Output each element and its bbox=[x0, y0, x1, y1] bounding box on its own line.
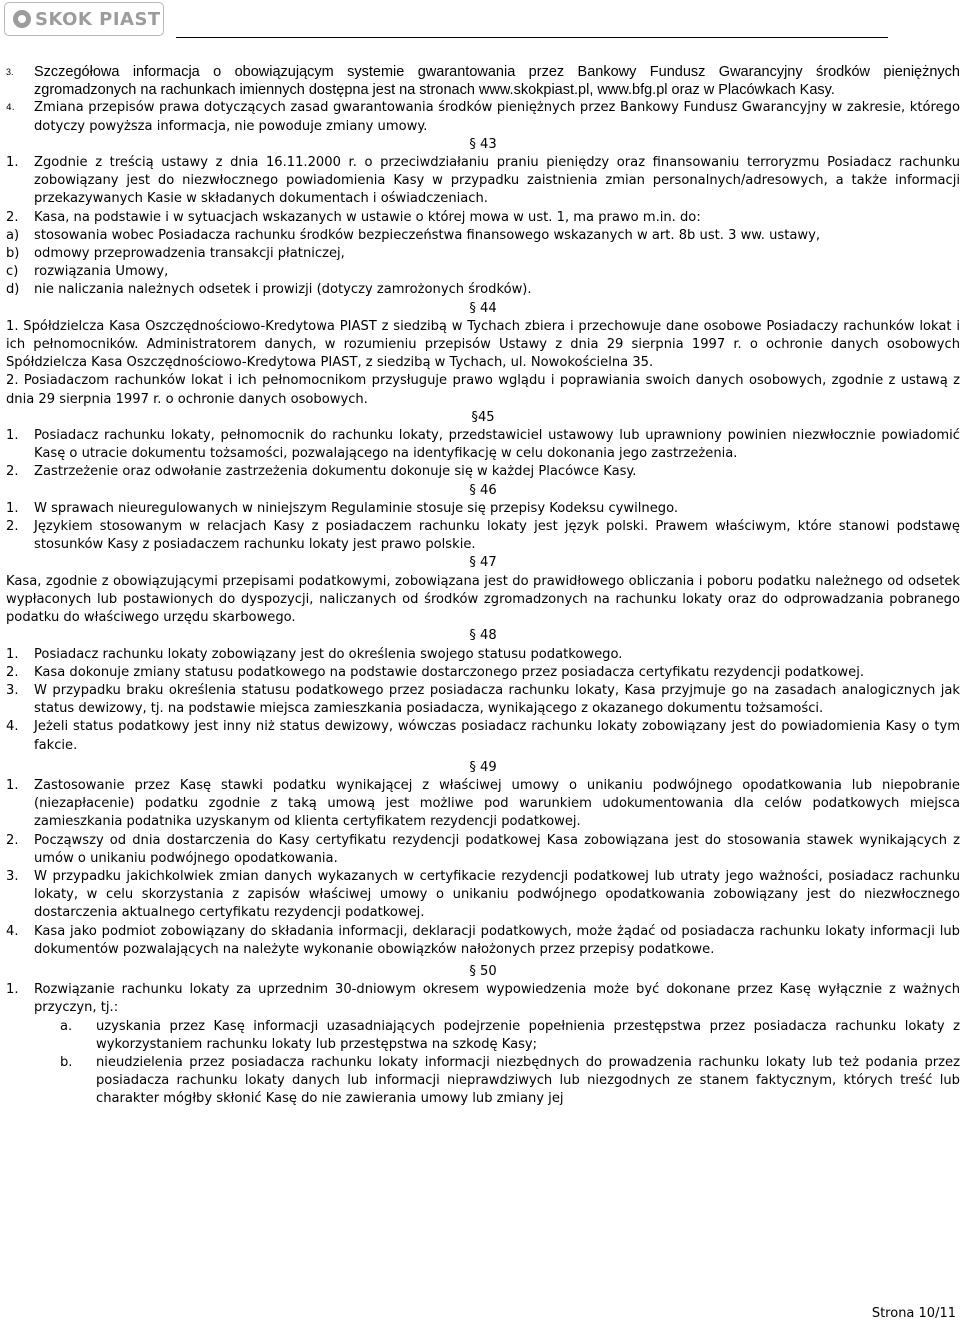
item-letter: b. bbox=[60, 1054, 73, 1070]
logo-text: SKOK PIAST bbox=[35, 8, 161, 30]
item-text: W przypadku braku określenia statusu podatkowego przez posiadacza rachunku lokaty, Kasa przyjmuje go na zasadach analogicznych jak status dewizowy, tj. na podstawie miejsca zamieszkania posiadacza, wynikającego z okazanego dokumentu tożsamości. bbox=[34, 682, 960, 717]
s43-item-d bbox=[6, 281, 960, 299]
item-number: 1. bbox=[6, 646, 19, 662]
item-number: 1. bbox=[6, 982, 19, 998]
s43-item-2 bbox=[6, 209, 960, 227]
s46-item-1 bbox=[6, 500, 960, 518]
item-letter: a. bbox=[60, 1018, 73, 1034]
section-45-title: §45 bbox=[471, 409, 495, 425]
s45-item-1 bbox=[6, 427, 960, 463]
item-number: 1. bbox=[6, 500, 19, 516]
item-text: Kasa, na podstawie i w sytuacjach wskazanych w ustawie o której mowa w ust. 1, ma prawo m.in. do: bbox=[34, 209, 701, 225]
item-text: Rozwiązanie rachunku lokaty za uprzednim 30-dniowym okresem wypowiedzenia może być dokonane przez Kasę wyłącznie z ważnych przyczyn, tj.: bbox=[34, 982, 960, 1016]
item-letter: a) bbox=[6, 227, 20, 243]
item-text: Kasa dokonuje zmiany statusu podatkowego na podstawie dostarczonego przez posiadacza certyfikatu rezydencji podatkowej. bbox=[34, 664, 864, 680]
item-number: 2. bbox=[6, 832, 19, 848]
item-text: nieudzielenia przez posiadacza rachunku lokaty informacji niezbędnych do prowadzenia rachunku lokaty lub też podania przez posiadacza rachunku lokaty danych lub informacji nieprawdziwych lub niezgodnych ze stanem faktycznym, których treść lub charakter mógłby skłonić Kasę do nie zawierania umowy lub zmiany jej bbox=[96, 1054, 960, 1107]
section-43-title: § 43 bbox=[469, 136, 497, 152]
item-number: 4. bbox=[6, 103, 15, 114]
s43-item-b bbox=[6, 245, 960, 263]
item-number: 2. bbox=[6, 664, 19, 680]
item-text: W sprawach nieuregulowanych w niniejszym Regulaminie stosuje się przepisy Kodeksu cywilnego. bbox=[34, 500, 679, 516]
item-number: 2. bbox=[6, 519, 19, 535]
item-number: 3. bbox=[6, 868, 19, 884]
s49-item-1 bbox=[6, 777, 960, 832]
item-text: nie naliczania należnych odsetek i prowizji (dotyczy zamrożonych środków). bbox=[34, 282, 532, 298]
item-letter: c) bbox=[6, 264, 19, 280]
item-text: Kasa jako podmiot zobowiązany do składania informacji, deklaracji podatkowych, może żądać od posiadacza rachunku lokaty informacji lub dokumentów pozwalających na należyte wykonanie obowiązków nałożonych przez przepisy podatkowe. bbox=[34, 923, 960, 957]
item-letter: b) bbox=[6, 246, 20, 262]
item-text: uzyskania przez Kasę informacji uzasadniających podejrzenie popełnienia przestępstwa przez posiadacza rachunku lokaty z wykorzystaniem rachunku lokaty lub przestępstwa na szkodę Kasy; bbox=[96, 1018, 960, 1052]
page-header bbox=[0, 0, 960, 40]
item-number: 4. bbox=[6, 923, 19, 939]
paragraph-4 bbox=[6, 99, 960, 135]
header-divider bbox=[176, 37, 888, 38]
item-number: 4. bbox=[6, 719, 19, 735]
s47-paragraph: Kasa, zgodnie z obowiązującymi przepisami podatkowymi, zobowiązana jest do prawidłowego obliczania i poboru podatku należnego od odsetek wypłaconych lub postawionych do dyspozycji, naliczanych od środków zgromadzonych na rachunku lokaty oraz do odprowadzania pobranego podatku do właściwego urzędu skarbowego. bbox=[6, 573, 960, 626]
item-number: 3. bbox=[6, 682, 19, 698]
item-text: Począwszy od dnia dostarczenia do Kasy certyfikatu rezydencji podatkowej Kasa zobowiązana jest do stosowania stawek wynikających z umów o unikaniu podwójnego opodatkowania. bbox=[34, 832, 960, 866]
logo-emblem-icon bbox=[13, 10, 31, 28]
item-text: Posiadacz rachunku lokaty, pełnomocnik do rachunku lokaty, przedstawiciel ustawowy lub uprawniony powinien niezwłocznie powiadomić Kasę o utracie dokumentu tożsamości, pozwalającego na identyfikację w celu dokonania jego zastrzeżenia. bbox=[34, 428, 960, 462]
item-letter: d) bbox=[6, 282, 20, 298]
section-49-title: § 49 bbox=[469, 759, 497, 775]
s49-item-4 bbox=[6, 923, 960, 959]
item-text: Posiadacz rachunku lokaty zobowiązany jest do określenia swojego statusu podatkowego. bbox=[34, 646, 623, 662]
item-number: 1. bbox=[6, 428, 19, 444]
item-text: Zgodnie z treścią ustawy z dnia 16.11.2000 r. o przeciwdziałaniu praniu pieniędzy oraz finansowaniu terroryzmu Posiadacz rachunku zobowiązany jest do niezwłocznego powiadomienia Kasy w przypadku zaistnienia zmian personalnych/adresowych, a także informacji przekazywanych Kasie w składanych dokumentach i oświadczeniach. bbox=[34, 155, 960, 207]
s43-item-1 bbox=[6, 154, 960, 209]
item-text: odmowy przeprowadzenia transakcji płatniczej, bbox=[34, 246, 345, 262]
paragraph-3 bbox=[6, 63, 960, 99]
s46-item-2 bbox=[6, 518, 960, 554]
item-text: Jeżeli status podatkowy jest inny niż status dewizowy, wówczas posiadacz rachunku lokaty zobowiązany jest do powiadomienia Kasy o tym fakcie. bbox=[34, 719, 960, 753]
s45-item-2 bbox=[6, 463, 960, 481]
item-text: W przypadku jakichkolwiek zmian danych wykazanych w certyfikacie rezydencji podatkowej lub utraty jego ważności, posiadacz rachunku lokaty, w celu skorzystania z zapisów właściwej umowy o unikaniu podwójnego opodatkowania zobowiązany jest do niezwłocznego dostarczenia aktualnego certyfikatu rezydencji podatkowej. bbox=[34, 868, 960, 921]
item-number: 3. bbox=[6, 67, 14, 77]
s50-item-b bbox=[6, 1054, 960, 1109]
s50-item-a bbox=[6, 1018, 960, 1054]
s48-item-1 bbox=[6, 646, 960, 664]
skok-piast-logo bbox=[4, 2, 164, 36]
item-text: Zastosowanie przez Kasę stawki podatku wynikającej z właściwej umowy o unikaniu podwójnego opodatkowania lub niepobranie (niezapłacenie) podatku zgodnie z taką umową jest możliwe pod warunkiem udokumentowania dla celów podatkowych miejsca zamieszkania podatnika uzyskanym od klienta certyfikatem rezydencji podatkowej. bbox=[34, 777, 960, 830]
section-50-title: § 50 bbox=[469, 963, 497, 979]
item-text: Językiem stosowanym w relacjach Kasy z posiadaczem rachunku lokaty jest język polski. Prawem właściwym, które stanowi podstawę stosunków Kasy z posiadaczem rachunku lokaty jest prawo polskie. bbox=[34, 519, 960, 553]
document-body bbox=[6, 63, 960, 1109]
s44-paragraph-2: 2. Posiadaczom rachunków lokat i ich pełnomocnikom przysługuje prawo wglądu i poprawiania swoich danych osobowych, zgodnie z ustawą z dnia 29 sierpnia 1997 r. o ochronie danych osobowych. bbox=[6, 373, 960, 407]
item-text: Zmiana przepisów prawa dotyczących zasad gwarantowania środków pieniężnych przez Bankowy Fundusz Gwarancyjny w zakresie, którego dotyczy powyższa informacja, nie powoduje zmiany umowy. bbox=[34, 100, 960, 134]
item-text: stosowania wobec Posiadacza rachunku środków bezpieczeństwa finansowego wskazanych w art. 8b ust. 3 ww. ustawy, bbox=[34, 227, 821, 243]
s44-paragraph-1: 1. Spółdzielcza Kasa Oszczędnościowo-Kredytowa PIAST z siedzibą w Tychach zbiera i przechowuje dane osobowe Posiadaczy rachunków lokat i ich pełnomocników. Administratorem danych, w rozumieniu przepisów Ustawy z dnia 29 sierpnia 1997 r. o ochronie danych osobowych Spółdzielcza Kasa Oszczędnościowo-Kredytowa PIAST, z siedzibą w Tychach, ul. Nowokościelna 35. bbox=[6, 318, 960, 371]
item-text: Szczegółowa informacja o obowiązującym systemie gwarantowania przez Bankowy Fundusz Gwarancyjny środków pieniężnych zgromadzonych na rachunkach imiennych dostępna jest na stronach www.skokpiast.pl, www.bfg.pl oraz w Placówkach Kasy. bbox=[34, 64, 960, 99]
s49-item-3 bbox=[6, 868, 960, 923]
item-number: 1. bbox=[6, 155, 19, 171]
section-47-title: § 47 bbox=[469, 555, 497, 571]
section-46-title: § 46 bbox=[469, 482, 497, 498]
item-number: 1. bbox=[6, 777, 19, 793]
section-44-title: § 44 bbox=[469, 300, 497, 316]
item-number: 2. bbox=[6, 209, 19, 225]
item-text: Zastrzeżenie oraz odwołanie zastrzeżenia dokumentu dokonuje się w każdej Placówce Kasy. bbox=[34, 464, 637, 480]
s43-item-a bbox=[6, 227, 960, 245]
s49-item-2 bbox=[6, 832, 960, 868]
section-48-title: § 48 bbox=[469, 628, 497, 644]
s48-item-4 bbox=[6, 718, 960, 754]
item-number: 2. bbox=[6, 464, 19, 480]
item-text: rozwiązania Umowy, bbox=[34, 264, 169, 280]
s48-item-3 bbox=[6, 682, 960, 718]
s48-item-2 bbox=[6, 664, 960, 682]
s43-item-c bbox=[6, 263, 960, 281]
page-number: Strona 10/11 bbox=[871, 1306, 956, 1321]
s50-item-1 bbox=[6, 981, 960, 1017]
